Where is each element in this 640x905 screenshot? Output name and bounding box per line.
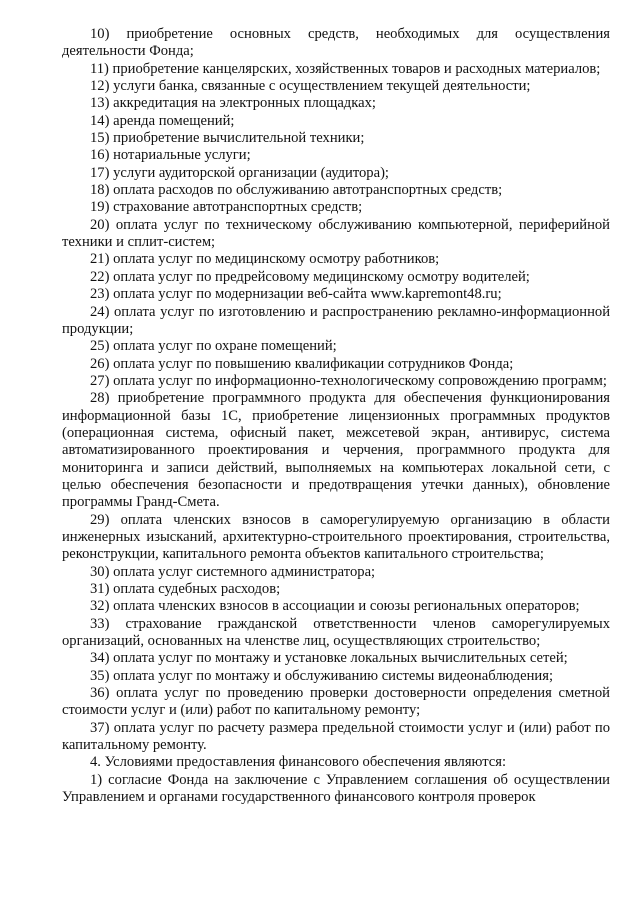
- list-item-13: 13) аккредитация на электронных площадках;: [90, 95, 376, 112]
- section-4-heading: 4. Условиями предоставления финансового обеспечения являются:: [90, 754, 507, 771]
- list-item-33: 33) страхование гражданской ответственности членов саморегулируемых организаций, основанных на членстве лиц, осуществляющих строительство;: [62, 615, 610, 650]
- list-item-29: 29) оплата членских взносов в саморегулируемую организацию в области инженерных изысканий, архитектурно-строительного проектирования, строительства, реконструкции, капитального ремонта объектов капитального строительства;: [62, 511, 610, 563]
- list-item-16: 16) нотариальные услуги;: [90, 147, 251, 164]
- list-item-35: 35) оплата услуг по монтажу и обслуживанию системы видеонаблюдения;: [90, 667, 553, 684]
- condition-item-1: 1) согласие Фонда на заключение с Управлением соглашения об осуществлении Управлением и органами государственного финансового контроля проверок: [62, 771, 610, 806]
- list-item-26: 26) оплата услуг по повышению квалификации сотрудников Фонда;: [90, 355, 514, 372]
- list-item-19: 19) страхование автотранспортных средств;: [90, 199, 363, 216]
- list-item-36: 36) оплата услуг по проведению проверки достоверности определения сметной стоимости услуг и (или) работ по капитальному ремонту;: [62, 685, 610, 719]
- list-item-23: 23) оплата услуг по модернизации веб-сайта www.kapremont48.ru;: [90, 286, 502, 303]
- list-item-32: 32) оплата членских взносов в ассоциации и союзы региональных операторов;: [90, 598, 580, 615]
- list-item-18: 18) оплата расходов по обслуживанию автотранспортных средств;: [90, 182, 503, 199]
- list-item-10: 10) приобретение основных средств, необходимых для осуществления деятельности Фонда;: [62, 26, 610, 60]
- list-item-20: 20) оплата услуг по техническому обслуживанию компьютерной, периферийной техники и сплит-систем;: [62, 216, 610, 251]
- list-item-37: 37) оплата услуг по расчету размера предельной стоимости услуг и (или) работ по капитальному ремонту.: [62, 719, 610, 754]
- list-item-27: 27) оплата услуг по информационно-технологическому сопровождению программ;: [90, 372, 607, 389]
- list-item-12: 12) услуги банка, связанные с осуществлением текущей деятельности;: [90, 78, 531, 95]
- document-page: [62, 26, 610, 806]
- list-item-24: 24) оплата услуг по изготовлению и распространению рекламно-информационной продукции;: [62, 303, 610, 337]
- list-item-31: 31) оплата судебных расходов;: [90, 581, 281, 597]
- list-item-15: 15) приобретение вычислительной техники;: [90, 130, 365, 147]
- list-item-30: 30) оплата услуг системного администратора;: [90, 563, 376, 580]
- list-item-17: 17) услуги аудиторской организации (аудитора);: [90, 164, 389, 181]
- list-item-11: 11) приобретение канцелярских, хозяйственных товаров и расходных материалов;: [90, 60, 601, 77]
- list-item-21: 21) оплата услуг по медицинскому осмотру работников;: [90, 251, 440, 268]
- list-item-14: 14) аренда помещений;: [90, 112, 235, 129]
- list-item-34: 34) оплата услуг по монтажу и установке локальных вычислительных сетей;: [90, 650, 568, 667]
- list-item-22: 22) оплата услуг по предрейсовому медицинскому осмотру водителей;: [90, 268, 530, 285]
- list-item-25: 25) оплата услуг по охране помещений;: [90, 338, 337, 355]
- list-item-28: 28) приобретение программного продукта для обеспечения функционирования информационной базы 1С, приобретение лицензионных программных продуктов (операционная система, офисный пакет, межсетевой экран, антивирус, система автоматизированного проектирования и черчения, программного продукта для мониторинга и записи действий, выполняемых на компьютерах локальной сети, с целью обеспечения безопасности и предотвращения утечки данных), обновление программы Гранд-Смета.: [62, 390, 610, 511]
